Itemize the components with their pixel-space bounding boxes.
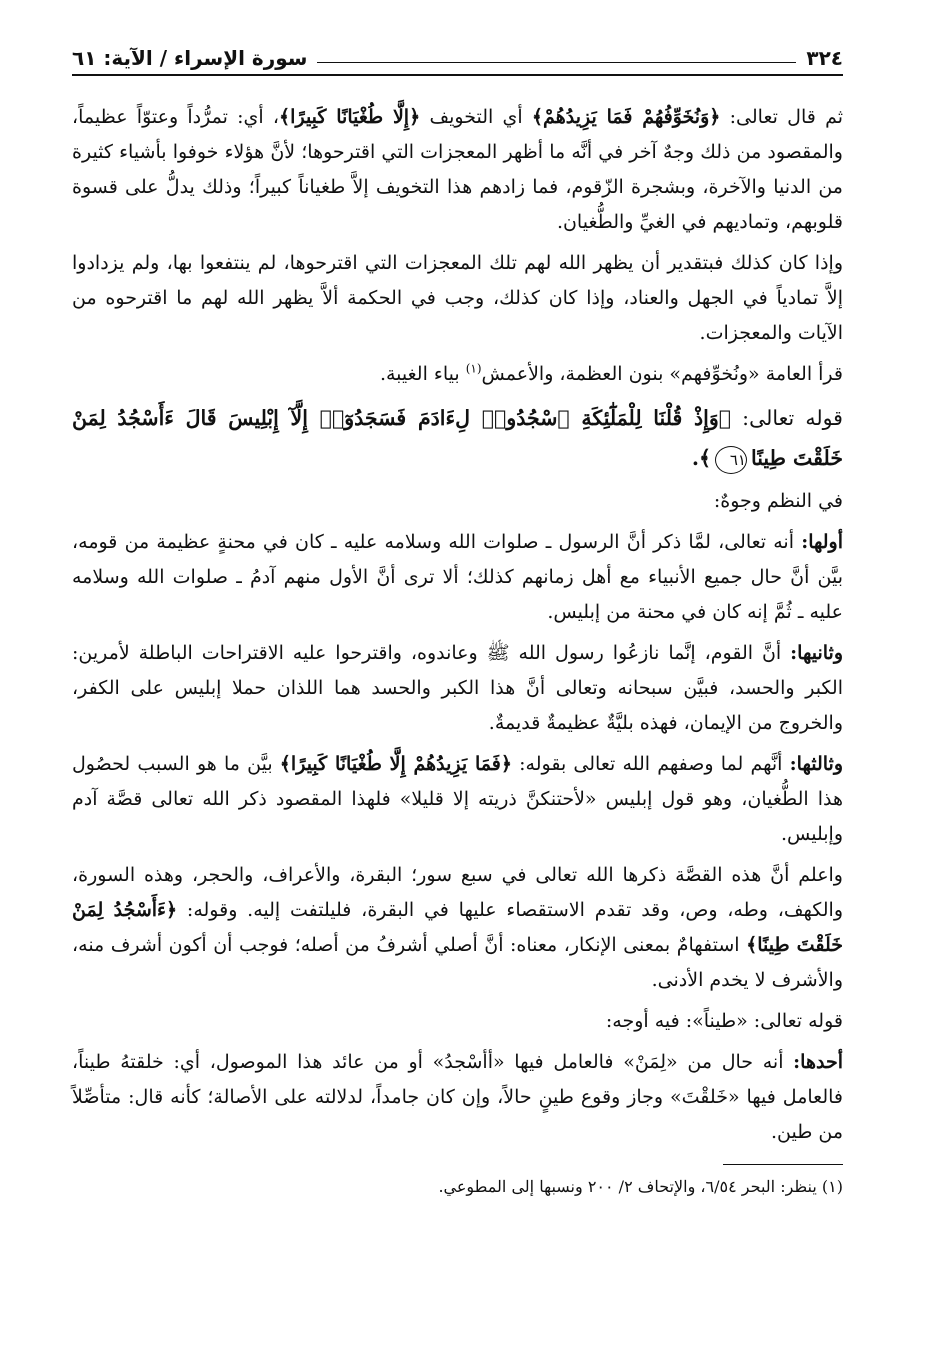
paragraph-8	[72, 747, 843, 852]
quran-quote: ﴿ءَأَسْجُدُ لِمَنْ خَلَقْتَ طِينًا﴾	[72, 899, 843, 956]
page-number: ٣٢٤	[806, 46, 843, 70]
point-label: وثانيها:	[790, 642, 843, 664]
text-span: استفهامٌ بمعنى الإنكار، معناه: أنَّ أصلي أشرفُ من أصله؛ فوجب أن أكون أشرف منه، والأشرف لا يخدم الأدنى.	[72, 934, 843, 991]
text-span: أنه تعالى، لمَّا ذكر أنَّ الرسول ـ صلوات الله وسلامه عليه ـ كان في محنةٍ عظيمة من قومه، بيَّن أنَّ حال جميع الأنبياء مع أهل زمانهم كذلك؛ ألا ترى أنَّ الأول منهم آدمُ ـ صلوات الله وسلامه عليه ـ ثُمَّ إنه كان في محنة من إبليس.	[72, 531, 843, 623]
point-label: أحدها:	[793, 1051, 843, 1073]
paragraph-7	[72, 636, 843, 741]
quran-verse: ﴿وَإِذْ قُلْنَا لِلْمَلَٰٓئِكَةِ ٱسْجُدُوا۟ لِءَادَمَ فَسَجَدُوٓا۟ إِلَّآ إِبْلِيسَ قَالَ ءَأَسْجُدُ لِمَنْ خَلَقْتَ طِينًا	[72, 406, 843, 470]
paragraph-1	[72, 100, 843, 240]
quran-quote: ﴿وَنُخَوِّفُهُمْ فَمَا يَزِيدُهُمْ﴾	[531, 106, 721, 128]
point-label: أولها:	[801, 531, 843, 553]
header-line	[317, 62, 796, 63]
paragraph-6	[72, 525, 843, 630]
quran-close: ﴾.	[691, 446, 711, 470]
paragraph-10: قوله تعالى: «طيناً»: فيه أوجه:	[605, 1010, 843, 1032]
text-span: بيَّن ما هو السبب لحصُول هذا الطُّغيان، وهو قول إبليس «لأحتنكنَّ ذريته إلا قليلا» فلهذا المقصود ذكر الله تعالى قصَّة آدم وإبليس.	[72, 753, 843, 845]
paragraph-3	[72, 357, 843, 392]
quran-quote: ﴿إِلَّا طُغْيَانًا كَبِيرًا﴾	[279, 106, 421, 128]
footnote-separator	[723, 1164, 843, 1165]
paragraph-11	[72, 1045, 843, 1150]
text-span: أنَّ القوم، إنَّما نازعُوا رسول الله ﷺ وعاندوه، واقترحوا عليه الاقتراحات الباطلة لأمرين: الكبر والحسد، فبيَّن سبحانه وتعالى أنَّ هذا الكبر والحسد هما اللذان حملا إبليس على الكفر، والخروج من الإيمان، فهذه بليَّةٌ عظيمةٌ قديمةٌ.	[72, 642, 843, 734]
text-span: أنه حال من «لِمَنْ» فالعامل فيها «أأسْجدُ» أو من عائد هذا الموصول، أي: خلقتهُ طيناً، فالعامل فيها «خَلقْتَ» وجاز وقوع طينٍ حالاً، وإن كان جامداً، لدلالته على الأصالة؛ كأنه قال: متأصِّلاً من طين.	[72, 1051, 843, 1143]
text-span: أنَّهم لما وصفهم الله تعالى بقوله:	[511, 753, 790, 775]
paragraph-2: وإذا كان كذلك فبتقدير أن يظهر الله لهم تلك المعجزات التي اقترحوها، لم ينتفعوا بها، ولم يزدادوا إلاَّ تمادياً في الجهل والعناد، وإذا كان كذلك، وجب في الحكمة ألاَّ يظهر الله لهم ما اقترحوه من الآيات والمعجزات.	[72, 252, 843, 344]
point-label: وثالثها:	[789, 753, 843, 775]
quran-quote: ﴿فَمَا يَزِيدُهُمْ إِلَّا طُغْيَانًا كَبِيرًا﴾	[279, 753, 512, 775]
surah-label: سورة الإسراء / الآية: ٦١	[72, 46, 308, 70]
running-header	[72, 38, 843, 70]
text-span: أي التخويف	[420, 106, 532, 128]
text-span: قرأ العامة «ونُخوِّفهم» بنون العظمة، والأعمش	[481, 363, 843, 385]
footnote-ref: (١)	[465, 361, 482, 376]
text-span: بياء الغيبة.	[379, 363, 466, 385]
paragraph-9	[72, 858, 843, 998]
verse-paragraph	[72, 398, 843, 478]
text-span: واعلم أنَّ هذه القصَّة ذكرها الله تعالى في سبع سور؛ البقرة، والأعراف، والحجر، وهذه السورة، والكهف، وطه، وص، وقد تقدم الاستقصاء عليها في البقرة، فليلتفت إليه. وقوله:	[72, 864, 844, 921]
text-span: ، أي: تمرُّداً وعتوّاً عظيماً، والمقصود من ذلك وجهٌ آخر في أنَّه ما أظهر المعجزات التي اقترحوها؛ لأنَّ هؤلاء خوفوا بأشياء كثيرة من الدنيا والآخرة، وبشجرة الزّقوم، فما زادهم هذا التخويف إلاَّ طغياناً كبيراً؛ وذلك يدلُّ على قسوة قلوبهم، وتماديهم في الغيِّ والطُّغيان.	[72, 106, 843, 233]
ayah-number-mark: ٦١	[715, 446, 747, 474]
main-text	[72, 100, 843, 1150]
paragraph-5: في النظم وجوهٌ:	[713, 490, 843, 512]
text-span: قوله تعالى:	[731, 406, 843, 430]
text-span: ثم قال تعالى:	[720, 106, 844, 128]
header-rule	[72, 74, 843, 76]
footnote: (١) ينظر: البحر ٦/٥٤، والإتحاف ٢/ ٢٠٠ ونسبها إلى المطوعي.	[438, 1177, 843, 1196]
